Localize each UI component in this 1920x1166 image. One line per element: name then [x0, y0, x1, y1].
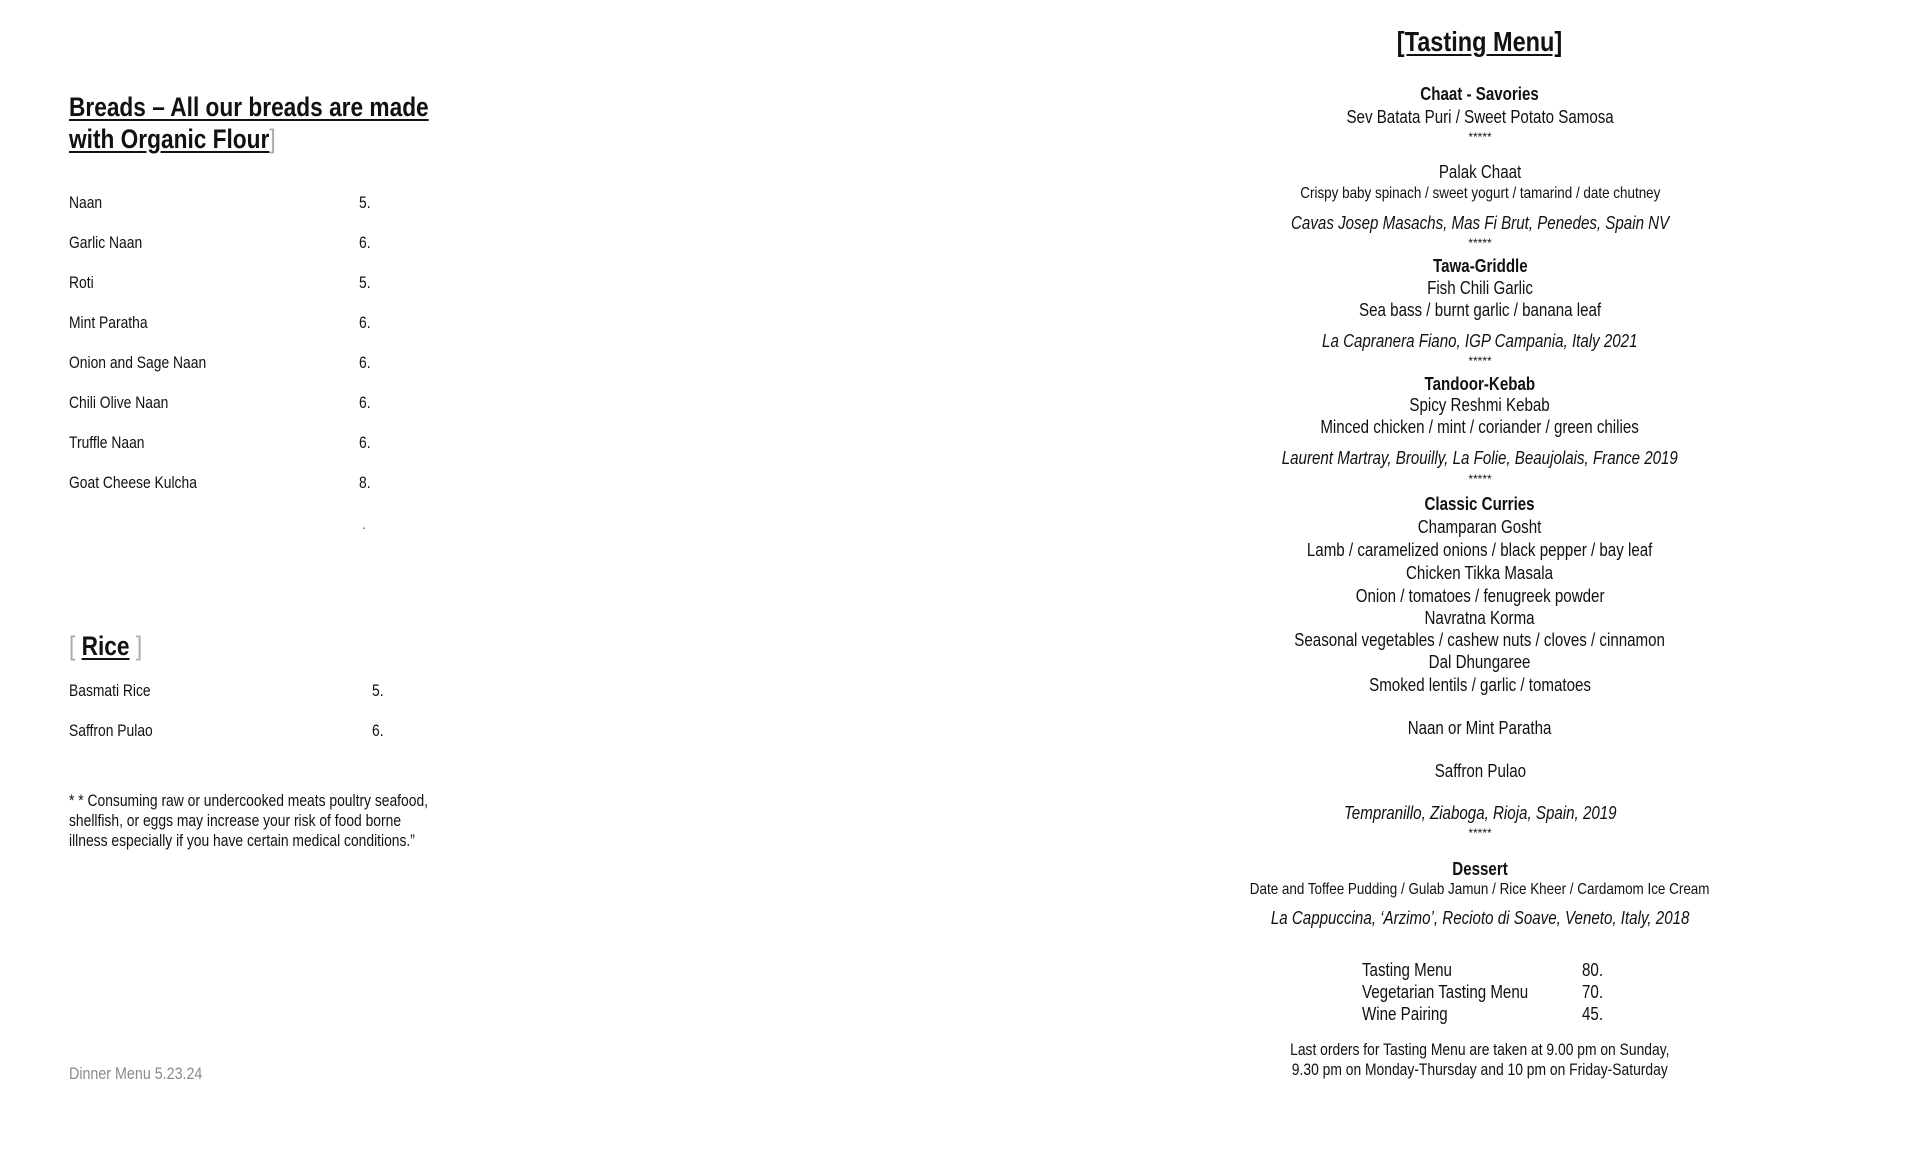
dish-line: Navratna Korma [1424, 608, 1536, 628]
separator-stars: ***** [1468, 472, 1492, 486]
course-title: Dessert [1452, 859, 1508, 879]
wine-pairing: La Capranera Fiano, IGP Campania, Italy 2021 [1322, 331, 1638, 351]
course-title: Chaat - Savories [1420, 84, 1540, 104]
rice-title: Rice [81, 631, 130, 661]
dish-line: Dal Dhungaree [1429, 652, 1531, 672]
item-name: Garlic Naan [69, 234, 143, 252]
separator-stars: ***** [1468, 826, 1492, 840]
wine-pairing: Tempranillo, Ziaboga, Rioja, Spain, 2019 [1343, 803, 1617, 823]
disclaimer-line: * * Consuming raw or undercooked meats poultry seafood, [69, 792, 429, 810]
price-row [1362, 960, 1622, 982]
food-safety-disclaimer [69, 791, 489, 851]
price-value: 80. [1582, 960, 1604, 980]
wine-pairing: Cavas Josep Masachs, Mas Fi Brut, Penedes, Spain NV [1290, 213, 1670, 233]
item-name: Saffron Pulao [69, 722, 153, 740]
item-name: Naan [69, 194, 103, 212]
price-label: Tasting Menu [1362, 960, 1452, 980]
price-label: Vegetarian Tasting Menu [1362, 982, 1529, 1002]
rice-section-title [69, 630, 156, 662]
item-name: Chili Olive Naan [69, 394, 169, 412]
rice-bracket-close: ] [135, 631, 143, 661]
dish-line: Champaran Gosht [1418, 517, 1542, 537]
breads-title-line1: Breads – All our breads are made [69, 92, 429, 122]
dish-description: Crispy baby spinach / sweet yogurt / tamarind / date chutney [1299, 185, 1661, 202]
item-name: Mint Paratha [69, 314, 148, 332]
dish-description: Lamb / caramelized onions / black pepper / bay leaf [1307, 540, 1653, 560]
dish-line: Sev Batata Puri / Sweet Potato Samosa [1346, 107, 1614, 127]
dish-line: Fish Chili Garlic [1427, 278, 1533, 298]
course-title: Tandoor-Kebab [1424, 374, 1536, 394]
item-price: 6. [372, 722, 384, 740]
breads-title-line2: with Organic Flour [69, 124, 270, 154]
item-name: Basmati Rice [69, 682, 151, 700]
menu-date-note: Dinner Menu 5.23.24 [69, 1064, 203, 1083]
breads-section-title [69, 91, 497, 155]
wine-pairing: Laurent Martray, Brouilly, La Folie, Beaujolais, France 2019 [1281, 448, 1679, 468]
wine-pairing: La Cappuccina, ‘Arzimo’, Recioto di Soave, Veneto, Italy, 2018 [1270, 908, 1690, 928]
tasting-menu-title: [Tasting Menu] [1397, 26, 1563, 57]
rice-bracket-open: [ [69, 631, 76, 661]
item-name: Truffle Naan [69, 434, 145, 452]
breads-title-bracket: ] [269, 124, 276, 154]
dish-line: Saffron Pulao [1434, 761, 1526, 781]
disclaimer-line: illness especially if you have certain medical conditions.” [69, 832, 415, 850]
item-price: 5. [372, 682, 384, 700]
disclaimer-line: shellfish, or eggs may increase your risk of food borne [69, 812, 402, 830]
stray-dot: . [362, 516, 366, 532]
item-price: 6. [359, 434, 371, 452]
course-title: Classic Curries [1424, 494, 1536, 514]
item-price: 6. [359, 354, 371, 372]
course-title: Tawa-Griddle [1432, 256, 1528, 276]
separator-stars: ***** [1468, 236, 1492, 250]
dish-description: Date and Toffee Pudding / Gulab Jamun / Rice Kheer / Cardamom Ice Cream [1250, 881, 1710, 898]
dish-line: Palak Chaat [1438, 162, 1522, 182]
dish-line: Naan or Mint Paratha [1408, 718, 1552, 738]
left-column [0, 0, 700, 1166]
last-orders-note [1180, 1040, 1780, 1080]
last-orders-line: Last orders for Tasting Menu are taken at 9.00 pm on Sunday, [1290, 1041, 1670, 1059]
item-price: 5. [359, 194, 371, 212]
last-orders-line: 9.30 pm on Monday-Thursday and 10 pm on Friday-Saturday [1292, 1061, 1668, 1079]
price-row [1362, 982, 1622, 1004]
item-price: 6. [359, 394, 371, 412]
price-value: 45. [1582, 1004, 1604, 1024]
dish-description: Sea bass / burnt garlic / banana leaf [1358, 300, 1602, 320]
item-name: Onion and Sage Naan [69, 354, 207, 372]
dish-description: Seasonal vegetables / cashew nuts / cloves / cinnamon [1294, 630, 1666, 650]
item-name: Roti [69, 274, 94, 292]
item-price: 5. [359, 274, 371, 292]
dish-line: Spicy Reshmi Kebab [1409, 395, 1551, 415]
item-price: 8. [359, 474, 371, 492]
item-price: 6. [359, 314, 371, 332]
price-value: 70. [1582, 982, 1604, 1002]
item-price: 6. [359, 234, 371, 252]
price-label: Wine Pairing [1362, 1004, 1448, 1024]
separator-stars: ***** [1468, 354, 1492, 368]
dish-line: Chicken Tikka Masala [1406, 563, 1554, 583]
dish-description: Minced chicken / mint / coriander / green chilies [1320, 417, 1640, 437]
dish-description: Onion / tomatoes / fenugreek powder [1355, 586, 1605, 606]
item-name: Goat Cheese Kulcha [69, 474, 197, 492]
price-row [1362, 1004, 1622, 1026]
separator-stars: ***** [1468, 130, 1492, 144]
dish-description: Smoked lentils / garlic / tomatoes [1369, 675, 1591, 695]
